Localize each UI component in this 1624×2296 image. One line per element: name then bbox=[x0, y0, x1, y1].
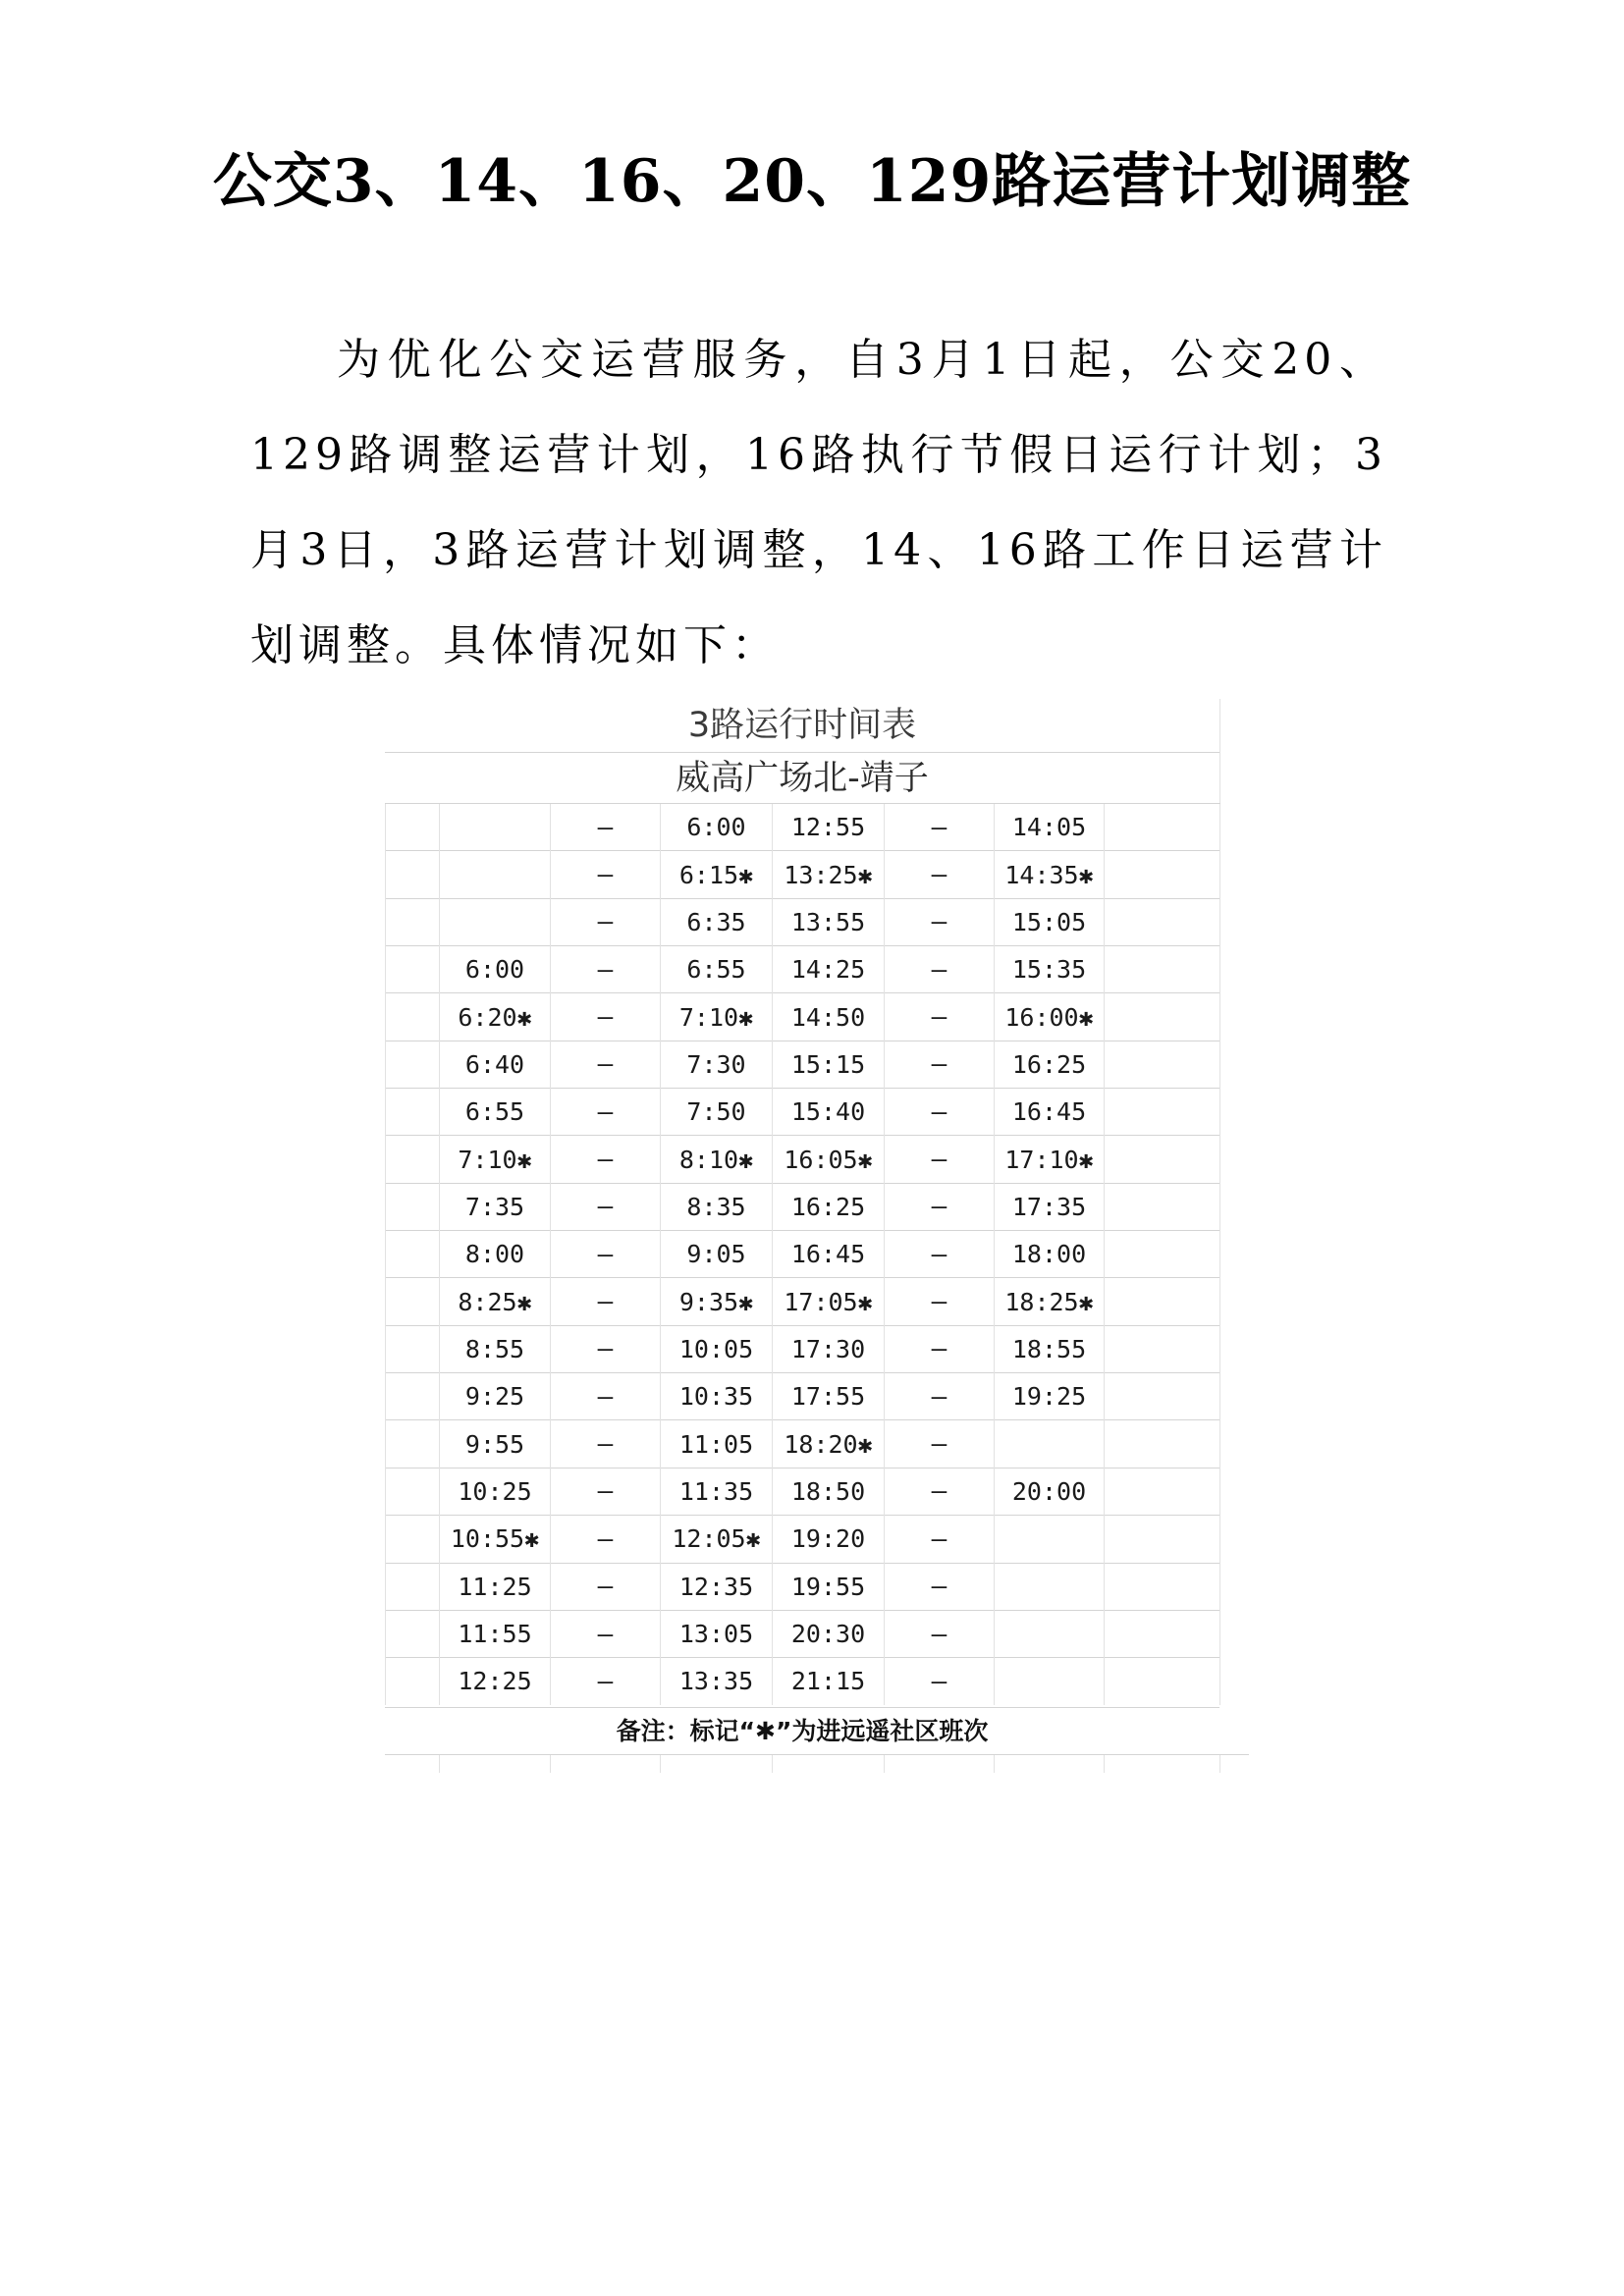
dash-cell: — bbox=[885, 1231, 995, 1278]
table-row bbox=[386, 898, 1250, 945]
time-cell: 12:55 bbox=[773, 804, 885, 851]
dash-cell: — bbox=[551, 1041, 661, 1088]
dash-cell: — bbox=[551, 1278, 661, 1325]
time-cell: 7:35 bbox=[440, 1183, 551, 1230]
dash-cell: — bbox=[551, 1231, 661, 1278]
timetable-edge-line bbox=[1219, 699, 1220, 803]
timetable-body bbox=[386, 804, 1250, 1705]
time-cell: 17:30 bbox=[773, 1325, 885, 1372]
empty-cell bbox=[1105, 1516, 1220, 1563]
time-cell: 19:20 bbox=[773, 1516, 885, 1563]
time-cell: 6:55 bbox=[661, 946, 773, 993]
dash-cell: — bbox=[885, 1089, 995, 1136]
time-cell: 13:55 bbox=[773, 898, 885, 945]
table-row bbox=[386, 946, 1250, 993]
empty-cell bbox=[1220, 1325, 1250, 1372]
time-cell bbox=[995, 1658, 1105, 1705]
dash-cell: — bbox=[885, 1278, 995, 1325]
time-cell: 21:15 bbox=[773, 1658, 885, 1705]
empty-cell bbox=[386, 851, 440, 898]
time-cell bbox=[995, 1563, 1105, 1610]
intro-paragraph: 为优化公交运营服务，自3月1日起，公交20、129路调整运营计划，16路执行节假日运行计划；3月3日，3路运营计划调整，14、16路工作日运营计划调整。具体情况如下： bbox=[250, 335, 1387, 670]
empty-cell bbox=[1105, 1136, 1220, 1183]
empty-cell bbox=[1105, 898, 1220, 945]
dash-cell: — bbox=[551, 1183, 661, 1230]
empty-cell bbox=[386, 1373, 440, 1420]
empty-cell bbox=[1220, 1231, 1250, 1278]
empty-cell bbox=[1105, 1325, 1220, 1372]
empty-cell bbox=[386, 1278, 440, 1325]
dash-cell: — bbox=[551, 1136, 661, 1183]
dash-cell: — bbox=[551, 1563, 661, 1610]
empty-cell bbox=[1105, 946, 1220, 993]
table-row bbox=[386, 1468, 1250, 1515]
table-row bbox=[386, 1136, 1250, 1183]
time-cell: 14:50 bbox=[773, 993, 885, 1041]
empty-cell bbox=[386, 1658, 440, 1705]
empty-cell bbox=[1220, 1658, 1250, 1705]
dash-cell: — bbox=[885, 993, 995, 1041]
time-cell: 6:35 bbox=[661, 898, 773, 945]
time-cell: 15:40 bbox=[773, 1089, 885, 1136]
empty-cell bbox=[386, 993, 440, 1041]
time-cell: 11:05 bbox=[661, 1420, 773, 1468]
empty-cell bbox=[386, 898, 440, 945]
time-cell: 16:00✱ bbox=[995, 993, 1105, 1041]
time-cell: 7:10✱ bbox=[440, 1136, 551, 1183]
time-cell bbox=[995, 1610, 1105, 1657]
empty-cell bbox=[1220, 1278, 1250, 1325]
empty-cell bbox=[1105, 1278, 1220, 1325]
empty-cell bbox=[1220, 898, 1250, 945]
empty-cell bbox=[1220, 1610, 1250, 1657]
timetable-note: 备注：标记“✱”为进远遥社区班次 bbox=[385, 1707, 1219, 1755]
empty-cell bbox=[1105, 993, 1220, 1041]
dash-cell: — bbox=[885, 946, 995, 993]
time-cell: 8:25✱ bbox=[440, 1278, 551, 1325]
time-cell: 15:15 bbox=[773, 1041, 885, 1088]
table-row bbox=[386, 1231, 1250, 1278]
time-cell: 10:35 bbox=[661, 1373, 773, 1420]
empty-cell bbox=[1105, 851, 1220, 898]
empty-cell bbox=[1105, 1089, 1220, 1136]
time-cell: 16:45 bbox=[773, 1231, 885, 1278]
table-row bbox=[386, 804, 1250, 851]
page-title: 公交3、14、16、20、129路运营计划调整 bbox=[212, 147, 1412, 216]
time-cell: 14:35✱ bbox=[995, 851, 1105, 898]
dash-cell: — bbox=[551, 993, 661, 1041]
table-row bbox=[386, 993, 1250, 1041]
empty-cell bbox=[386, 1231, 440, 1278]
empty-cell bbox=[386, 946, 440, 993]
empty-cell bbox=[1220, 993, 1250, 1041]
time-cell: 10:55✱ bbox=[440, 1516, 551, 1563]
empty-cell bbox=[386, 1610, 440, 1657]
time-cell: 16:25 bbox=[773, 1183, 885, 1230]
empty-cell bbox=[1220, 1516, 1250, 1563]
time-cell: 16:25 bbox=[995, 1041, 1105, 1088]
time-cell: 18:50 bbox=[773, 1468, 885, 1515]
empty-cell bbox=[386, 804, 440, 851]
time-cell: 18:20✱ bbox=[773, 1420, 885, 1468]
empty-cell bbox=[1220, 1136, 1250, 1183]
empty-cell bbox=[386, 1516, 440, 1563]
time-cell: 11:35 bbox=[661, 1468, 773, 1515]
time-cell: 6:40 bbox=[440, 1041, 551, 1088]
dash-cell: — bbox=[551, 1516, 661, 1563]
empty-cell bbox=[1220, 1468, 1250, 1515]
time-cell: 8:35 bbox=[661, 1183, 773, 1230]
time-cell: 8:55 bbox=[440, 1325, 551, 1372]
empty-cell bbox=[1220, 1089, 1250, 1136]
dash-cell: — bbox=[885, 851, 995, 898]
time-cell: 8:00 bbox=[440, 1231, 551, 1278]
time-cell: 8:10✱ bbox=[661, 1136, 773, 1183]
dash-cell: — bbox=[885, 898, 995, 945]
dash-cell: — bbox=[885, 1373, 995, 1420]
time-cell: 18:25✱ bbox=[995, 1278, 1105, 1325]
table-row bbox=[386, 1041, 1250, 1088]
table-row bbox=[386, 1516, 1250, 1563]
time-cell: 17:35 bbox=[995, 1183, 1105, 1230]
dash-cell: — bbox=[885, 1610, 995, 1657]
empty-cell bbox=[1105, 1658, 1220, 1705]
table-row bbox=[386, 1373, 1250, 1420]
empty-cell bbox=[1220, 946, 1250, 993]
dash-cell: — bbox=[551, 946, 661, 993]
dash-cell: — bbox=[885, 1563, 995, 1610]
dash-cell: — bbox=[885, 804, 995, 851]
time-cell: 6:20✱ bbox=[440, 993, 551, 1041]
time-cell: 15:35 bbox=[995, 946, 1105, 993]
dash-cell: — bbox=[551, 804, 661, 851]
time-cell: 15:05 bbox=[995, 898, 1105, 945]
empty-cell bbox=[1220, 1373, 1250, 1420]
time-cell: 17:55 bbox=[773, 1373, 885, 1420]
time-cell: 12:35 bbox=[661, 1563, 773, 1610]
time-cell: 11:25 bbox=[440, 1563, 551, 1610]
time-cell: 13:35 bbox=[661, 1658, 773, 1705]
time-cell: 11:55 bbox=[440, 1610, 551, 1657]
dash-cell: — bbox=[551, 1468, 661, 1515]
dash-cell: — bbox=[885, 1658, 995, 1705]
empty-cell bbox=[1220, 851, 1250, 898]
empty-cell bbox=[1220, 804, 1250, 851]
time-cell: 16:45 bbox=[995, 1089, 1105, 1136]
empty-cell bbox=[1220, 1183, 1250, 1230]
time-cell: 10:05 bbox=[661, 1325, 773, 1372]
table-row bbox=[386, 1420, 1250, 1468]
time-cell: 9:25 bbox=[440, 1373, 551, 1420]
dash-cell: — bbox=[551, 1089, 661, 1136]
table-row bbox=[386, 1278, 1250, 1325]
empty-cell bbox=[386, 1563, 440, 1610]
time-cell bbox=[440, 804, 551, 851]
empty-cell bbox=[1105, 1610, 1220, 1657]
dash-cell: — bbox=[885, 1468, 995, 1515]
time-cell: 9:35✱ bbox=[661, 1278, 773, 1325]
dash-cell: — bbox=[885, 1325, 995, 1372]
empty-cell bbox=[1220, 1420, 1250, 1468]
time-cell: 6:55 bbox=[440, 1089, 551, 1136]
time-cell: 12:25 bbox=[440, 1658, 551, 1705]
table-row bbox=[386, 1089, 1250, 1136]
time-cell: 9:55 bbox=[440, 1420, 551, 1468]
empty-cell bbox=[1105, 1468, 1220, 1515]
time-cell: 12:05✱ bbox=[661, 1516, 773, 1563]
time-cell: 7:30 bbox=[661, 1041, 773, 1088]
timetable-trailing-row bbox=[385, 1754, 1249, 1773]
time-cell: 17:10✱ bbox=[995, 1136, 1105, 1183]
time-cell: 10:25 bbox=[440, 1468, 551, 1515]
time-cell: 14:25 bbox=[773, 946, 885, 993]
table-row bbox=[386, 1325, 1250, 1372]
empty-cell bbox=[386, 1325, 440, 1372]
time-cell bbox=[440, 851, 551, 898]
empty-cell bbox=[1105, 1373, 1220, 1420]
dash-cell: — bbox=[885, 1516, 995, 1563]
empty-cell bbox=[386, 1041, 440, 1088]
empty-cell bbox=[1105, 1041, 1220, 1088]
time-cell: 6:00 bbox=[661, 804, 773, 851]
dash-cell: — bbox=[551, 1420, 661, 1468]
empty-cell bbox=[1220, 1041, 1250, 1088]
empty-cell bbox=[1105, 1231, 1220, 1278]
time-cell bbox=[995, 1420, 1105, 1468]
time-cell: 18:00 bbox=[995, 1231, 1105, 1278]
dash-cell: — bbox=[885, 1136, 995, 1183]
empty-cell bbox=[1220, 1563, 1250, 1610]
time-cell: 7:50 bbox=[661, 1089, 773, 1136]
timetable-title: 3路运行时间表 bbox=[687, 706, 917, 745]
empty-cell bbox=[386, 1183, 440, 1230]
empty-cell bbox=[1105, 1183, 1220, 1230]
dash-cell: — bbox=[551, 851, 661, 898]
empty-cell bbox=[386, 1420, 440, 1468]
table-row bbox=[386, 1183, 1250, 1230]
empty-cell bbox=[386, 1089, 440, 1136]
time-cell: 6:15✱ bbox=[661, 851, 773, 898]
table-row bbox=[386, 851, 1250, 898]
table-row bbox=[386, 1610, 1250, 1657]
empty-cell bbox=[1105, 1420, 1220, 1468]
time-cell: 20:30 bbox=[773, 1610, 885, 1657]
time-cell: 14:05 bbox=[995, 804, 1105, 851]
empty-cell bbox=[386, 1136, 440, 1183]
time-cell: 6:00 bbox=[440, 946, 551, 993]
dash-cell: — bbox=[885, 1183, 995, 1230]
time-cell: 18:55 bbox=[995, 1325, 1105, 1372]
timetable-grid bbox=[385, 803, 1250, 1705]
dash-cell: — bbox=[551, 898, 661, 945]
time-cell: 20:00 bbox=[995, 1468, 1105, 1515]
dash-cell: — bbox=[551, 1325, 661, 1372]
time-cell bbox=[995, 1516, 1105, 1563]
time-cell: 13:05 bbox=[661, 1610, 773, 1657]
table-row bbox=[386, 1658, 1250, 1705]
dash-cell: — bbox=[885, 1420, 995, 1468]
time-cell: 16:05✱ bbox=[773, 1136, 885, 1183]
time-cell: 9:05 bbox=[661, 1231, 773, 1278]
dash-cell: — bbox=[551, 1658, 661, 1705]
timetable-image bbox=[385, 699, 1249, 1762]
empty-cell bbox=[386, 1468, 440, 1515]
time-cell: 19:25 bbox=[995, 1373, 1105, 1420]
time-cell bbox=[440, 898, 551, 945]
time-cell: 13:25✱ bbox=[773, 851, 885, 898]
dash-cell: — bbox=[885, 1041, 995, 1088]
time-cell: 7:10✱ bbox=[661, 993, 773, 1041]
time-cell: 17:05✱ bbox=[773, 1278, 885, 1325]
time-cell: 19:55 bbox=[773, 1563, 885, 1610]
table-row bbox=[386, 1563, 1250, 1610]
timetable-subtitle: 威高广场北-靖子 bbox=[385, 752, 1219, 804]
empty-cell bbox=[1105, 1563, 1220, 1610]
empty-cell bbox=[1105, 804, 1220, 851]
dash-cell: — bbox=[551, 1373, 661, 1420]
dash-cell: — bbox=[551, 1610, 661, 1657]
